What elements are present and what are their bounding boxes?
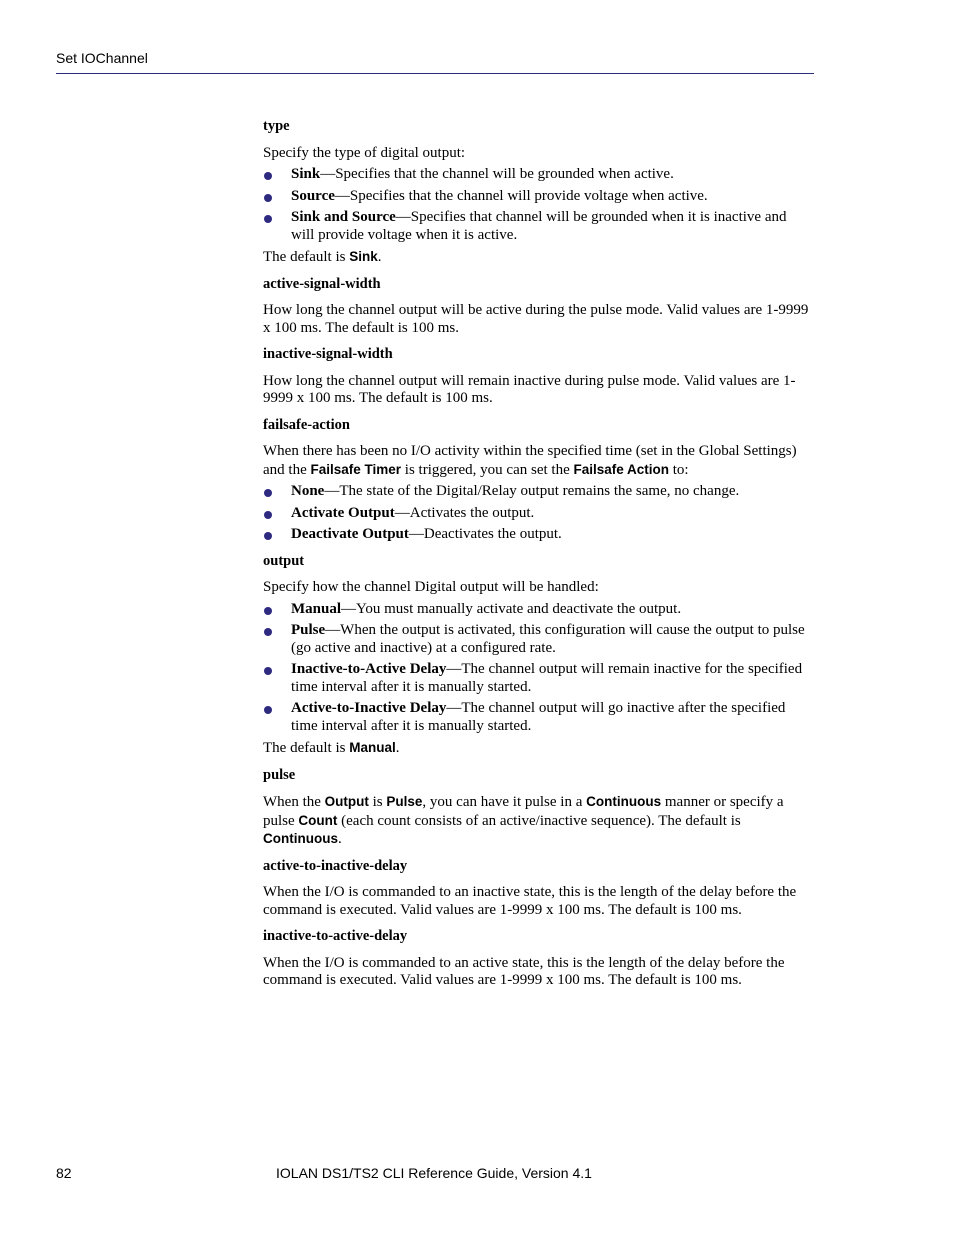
list-item — [263, 622, 811, 657]
default-value: Sink — [349, 249, 378, 264]
bullet-icon — [264, 628, 272, 636]
output-default — [263, 739, 811, 758]
bullet-icon — [264, 215, 272, 223]
header-rule — [56, 73, 814, 74]
item-text: —Specifies that channel will be grounded when it is inactive and will provide voltage when it is active. — [291, 209, 787, 243]
item-text: —When the output is activated, this configuration will cause the output to pulse (go active and inactive) at a configured rate. — [291, 622, 805, 656]
item-text: —The channel output will go inactive after the specified time interval after it is manually started. — [291, 700, 786, 734]
bullet-icon — [264, 667, 272, 675]
list-item — [263, 483, 811, 501]
term-inactive-signal-width: inactive-signal-width — [263, 346, 393, 362]
bullet-icon — [264, 194, 272, 202]
inactive-to-active-delay-desc: When the I/O is commanded to an active state, this is the length of the delay before the command is executed. Valid values are 1-9999 x 100 ms. The default is 100 ms. — [263, 954, 785, 988]
active-to-inactive-delay-desc: When the I/O is commanded to an inactive state, this is the length of the delay before the command is executed. Valid values are 1-9999 x 100 ms. The default is 100 ms. — [263, 884, 797, 918]
ui-term: Continuous — [586, 794, 662, 809]
desc-text: When the — [263, 794, 325, 810]
pulse-desc — [263, 793, 811, 849]
page-number: 82 — [56, 1165, 72, 1181]
item-text: —Specifies that the channel will provide voltage when active. — [334, 187, 708, 204]
item-text: —Deactivates the output. — [408, 526, 562, 542]
ui-term: Output — [324, 794, 369, 809]
bullet-icon — [264, 172, 272, 180]
item-lead: Activate Output — [291, 504, 395, 521]
ui-term: Failsafe Timer — [310, 461, 402, 477]
term-active-signal-width: active-signal-width — [263, 275, 381, 292]
item-lead: Manual — [291, 600, 342, 617]
item-lead: Sink and Source — [291, 209, 396, 225]
active-signal-width-desc: How long the channel output will be active during the pulse mode. Valid values are 1-9999 x 100 ms. The default is 100 ms. — [263, 302, 809, 336]
page-body — [263, 118, 811, 994]
list-item — [263, 661, 811, 696]
failsafe-action-desc — [263, 443, 811, 479]
default-suffix: . — [395, 740, 400, 756]
item-text: —The state of the Digital/Relay output remains the same, no change. — [324, 483, 740, 499]
list-item — [263, 526, 811, 544]
desc-text: manner or specify a pulse — [263, 794, 784, 829]
term-active-to-inactive-delay: active-to-inactive-delay — [263, 857, 408, 874]
bullet-icon — [264, 706, 272, 714]
term-pulse: pulse — [263, 766, 296, 783]
item-lead: Source — [291, 187, 335, 204]
type-intro: Specify the type of digital output: — [263, 144, 466, 161]
ui-term: Continuous — [263, 831, 338, 846]
list-item — [263, 601, 811, 619]
bullet-icon — [264, 511, 272, 519]
ui-term: Count — [298, 812, 338, 828]
list-item — [263, 166, 811, 184]
default-value: Manual — [349, 740, 396, 755]
default-suffix: . — [377, 249, 382, 265]
output-intro: Specify how the channel Digital output will be handled: — [263, 579, 599, 595]
item-lead: Inactive-to-Active Delay — [291, 661, 447, 677]
item-lead: Sink — [291, 166, 321, 182]
type-default — [263, 248, 811, 267]
list-item — [263, 188, 811, 206]
type-list — [263, 166, 811, 244]
item-lead: Active-to-Inactive Delay — [291, 700, 447, 716]
bullet-icon — [264, 532, 272, 540]
term-inactive-to-active-delay: inactive-to-active-delay — [263, 928, 408, 944]
item-lead: Pulse — [291, 622, 326, 638]
item-text: —Activates the output. — [394, 504, 535, 521]
bullet-icon — [264, 489, 272, 497]
ui-term: Pulse — [386, 794, 423, 809]
bullet-icon — [264, 607, 272, 615]
desc-text: When there has been no I/O activity within the specified time (set in the Global Settings) and the — [263, 443, 797, 478]
failsafe-action-list — [263, 483, 811, 544]
item-text: —The channel output will remain inactive for the specified time interval after it is manually started. — [291, 661, 803, 695]
term-type: type — [263, 118, 290, 134]
item-lead: None — [291, 483, 325, 499]
footer-doc-title: IOLAN DS1/TS2 CLI Reference Guide, Version 4.1 — [276, 1165, 592, 1181]
term-failsafe-action: failsafe-action — [263, 416, 350, 433]
term-output: output — [263, 552, 305, 569]
desc-text: . — [337, 831, 342, 847]
desc-text: is triggered, you can set the — [401, 461, 574, 478]
inactive-signal-width-desc: How long the channel output will remain inactive during pulse mode. Valid values are 1-9999 x 100 ms. The default is 100 ms. — [263, 372, 796, 406]
ui-term: Failsafe Action — [573, 461, 670, 477]
output-list — [263, 601, 811, 736]
list-item — [263, 209, 811, 244]
list-item — [263, 505, 811, 523]
desc-text: , you can have it pulse in a — [422, 794, 587, 810]
list-item — [263, 700, 811, 735]
item-lead: Deactivate Output — [291, 526, 409, 542]
item-text: —Specifies that the channel will be grounded when active. — [320, 166, 674, 182]
item-text: —You must manually activate and deactivate the output. — [341, 600, 682, 617]
desc-text: to: — [669, 461, 689, 478]
desc-text: (each count consists of an active/inactive sequence). The default is — [337, 812, 741, 829]
desc-text: is — [368, 794, 387, 810]
default-prefix: The default is — [263, 249, 350, 265]
running-header: Set IOChannel — [56, 50, 148, 66]
default-prefix: The default is — [263, 740, 350, 756]
